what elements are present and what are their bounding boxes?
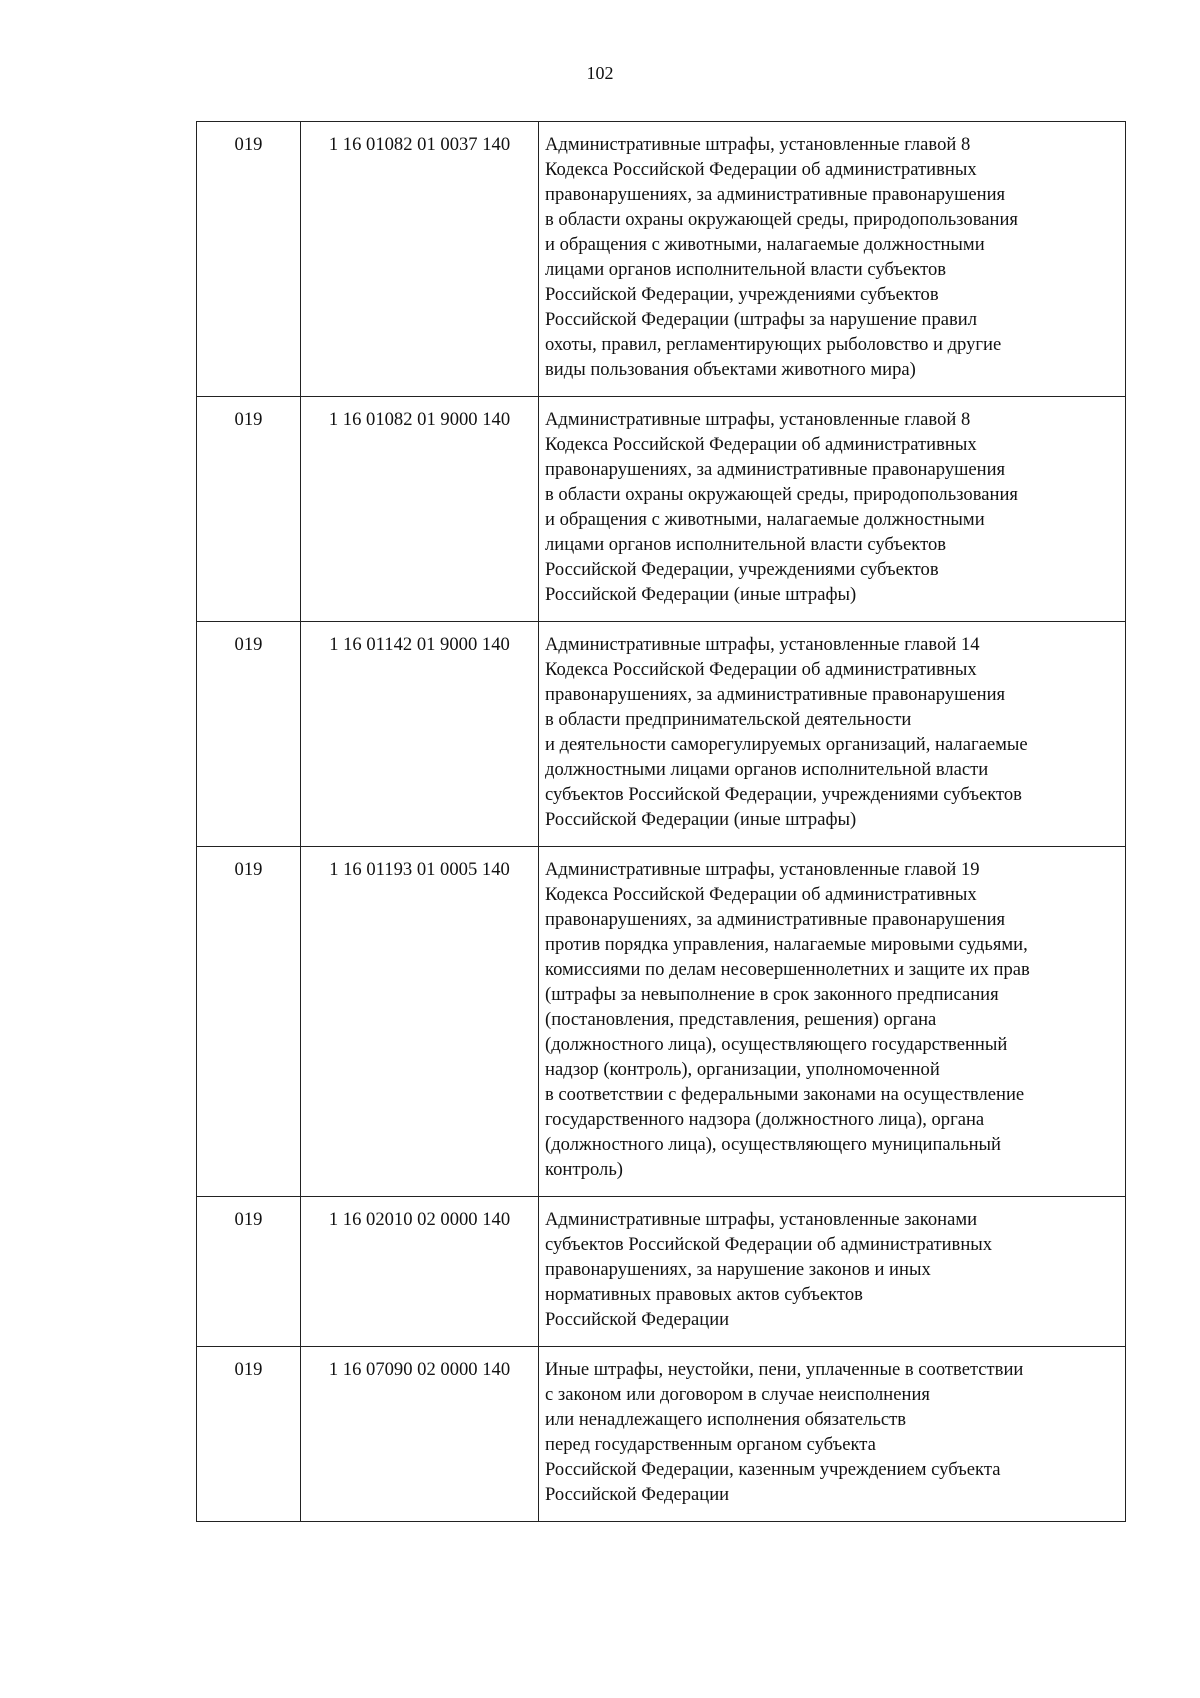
description-line: надзор (контроль), организации, уполномоченной <box>545 1059 940 1080</box>
table-row <box>197 1197 1126 1347</box>
description-line: (должностного лица), осуществляющего государственный <box>545 1034 1008 1055</box>
description-line: лицами органов исполнительной власти субъектов <box>545 259 947 280</box>
description-line: Кодекса Российской Федерации об административных <box>545 434 977 455</box>
description-cell <box>539 1347 1126 1522</box>
description-line: Административные штрафы, установленные главой 8 <box>545 409 971 430</box>
description-line: правонарушениях, за административные правонарушения <box>545 684 1006 705</box>
page-number: 102 <box>586 63 614 83</box>
description-line: и обращения с животными, налагаемые должностными <box>545 234 985 255</box>
description-line: Кодекса Российской Федерации об административных <box>545 159 977 180</box>
admin-code-cell: 019 <box>197 1197 301 1347</box>
description-line: или ненадлежащего исполнения обязательств <box>545 1409 907 1430</box>
description-line: Административные штрафы, установленные главой 8 <box>545 134 971 155</box>
admin-code-cell: 019 <box>197 622 301 847</box>
description-line: Российской Федерации <box>545 1309 730 1330</box>
description-line: и обращения с животными, налагаемые должностными <box>545 509 985 530</box>
description-line: Российской Федерации, учреждениями субъектов <box>545 559 939 580</box>
kbk-code-cell: 1 16 07090 02 0000 140 <box>301 1347 539 1522</box>
description-cell <box>539 1197 1126 1347</box>
kbk-code-cell: 1 16 01082 01 0037 140 <box>301 122 539 397</box>
description-line: лицами органов исполнительной власти субъектов <box>545 534 947 555</box>
admin-code-cell: 019 <box>197 1347 301 1522</box>
table-row <box>197 1347 1126 1522</box>
admin-code-cell: 019 <box>197 397 301 622</box>
admin-code-cell: 019 <box>197 122 301 397</box>
budget-codes-table <box>196 121 1126 1522</box>
description-line: Иные штрафы, неустойки, пени, уплаченные в соответствии <box>545 1359 1024 1380</box>
description-line: Кодекса Российской Федерации об административных <box>545 659 977 680</box>
description-line: контроль) <box>545 1159 623 1180</box>
description-line: с законом или договором в случае неисполнения <box>545 1384 930 1405</box>
kbk-code-cell: 1 16 01193 01 0005 140 <box>301 847 539 1197</box>
kbk-code-cell: 1 16 02010 02 0000 140 <box>301 1197 539 1347</box>
description-line: правонарушениях, за административные правонарушения <box>545 184 1006 205</box>
description-line: Российской Федерации, казенным учреждением субъекта <box>545 1459 1001 1480</box>
description-line: перед государственным органом субъекта <box>545 1434 876 1455</box>
description-cell <box>539 622 1126 847</box>
description-line: в области охраны окружающей среды, природопользования <box>545 209 1018 230</box>
description-line: субъектов Российской Федерации об административных <box>545 1234 993 1255</box>
description-line: Кодекса Российской Федерации об административных <box>545 884 977 905</box>
description-line: в области предпринимательской деятельности <box>545 709 912 730</box>
description-line: Российской Федерации, учреждениями субъектов <box>545 284 939 305</box>
description-line: в соответствии с федеральными законами на осуществление <box>545 1084 1025 1105</box>
description-line: комиссиями по делам несовершеннолетних и защите их прав <box>545 959 1030 980</box>
table-row <box>197 847 1126 1197</box>
description-line: против порядка управления, налагаемые мировыми судьями, <box>545 934 1028 955</box>
description-line: виды пользования объектами животного мира) <box>545 359 916 380</box>
description-cell <box>539 397 1126 622</box>
description-line: (штрафы за невыполнение в срок законного предписания <box>545 984 999 1005</box>
table-row <box>197 397 1126 622</box>
description-line: государственного надзора (должностного лица), органа <box>545 1109 985 1130</box>
table-body <box>197 122 1126 1522</box>
description-line: Российской Федерации (иные штрафы) <box>545 809 857 830</box>
description-line: субъектов Российской Федерации, учреждениями субъектов <box>545 784 1022 805</box>
description-line: и деятельности саморегулируемых организаций, налагаемые <box>545 734 1028 755</box>
description-line: правонарушениях, за административные правонарушения <box>545 459 1006 480</box>
description-line: Российской Федерации <box>545 1484 730 1505</box>
description-line: нормативных правовых актов субъектов <box>545 1284 863 1305</box>
description-line: правонарушениях, за нарушение законов и иных <box>545 1259 931 1280</box>
description-cell <box>539 847 1126 1197</box>
kbk-code-cell: 1 16 01142 01 9000 140 <box>301 622 539 847</box>
description-line: Российской Федерации (иные штрафы) <box>545 584 857 605</box>
description-line: (постановления, представления, решения) органа <box>545 1009 937 1030</box>
table-row <box>197 122 1126 397</box>
description-line: в области охраны окружающей среды, природопользования <box>545 484 1018 505</box>
description-line: Административные штрафы, установленные главой 14 <box>545 634 980 655</box>
admin-code-cell: 019 <box>197 847 301 1197</box>
description-cell <box>539 122 1126 397</box>
kbk-code-cell: 1 16 01082 01 9000 140 <box>301 397 539 622</box>
description-line: Российской Федерации (штрафы за нарушение правил <box>545 309 978 330</box>
description-line: Административные штрафы, установленные главой 19 <box>545 859 980 880</box>
description-line: должностными лицами органов исполнительной власти <box>545 759 989 780</box>
description-line: правонарушениях, за административные правонарушения <box>545 909 1006 930</box>
description-line: Административные штрафы, установленные законами <box>545 1209 978 1230</box>
table-row <box>197 622 1126 847</box>
description-line: (должностного лица), осуществляющего муниципальный <box>545 1134 1001 1155</box>
description-line: охоты, правил, регламентирующих рыболовство и другие <box>545 334 1002 355</box>
